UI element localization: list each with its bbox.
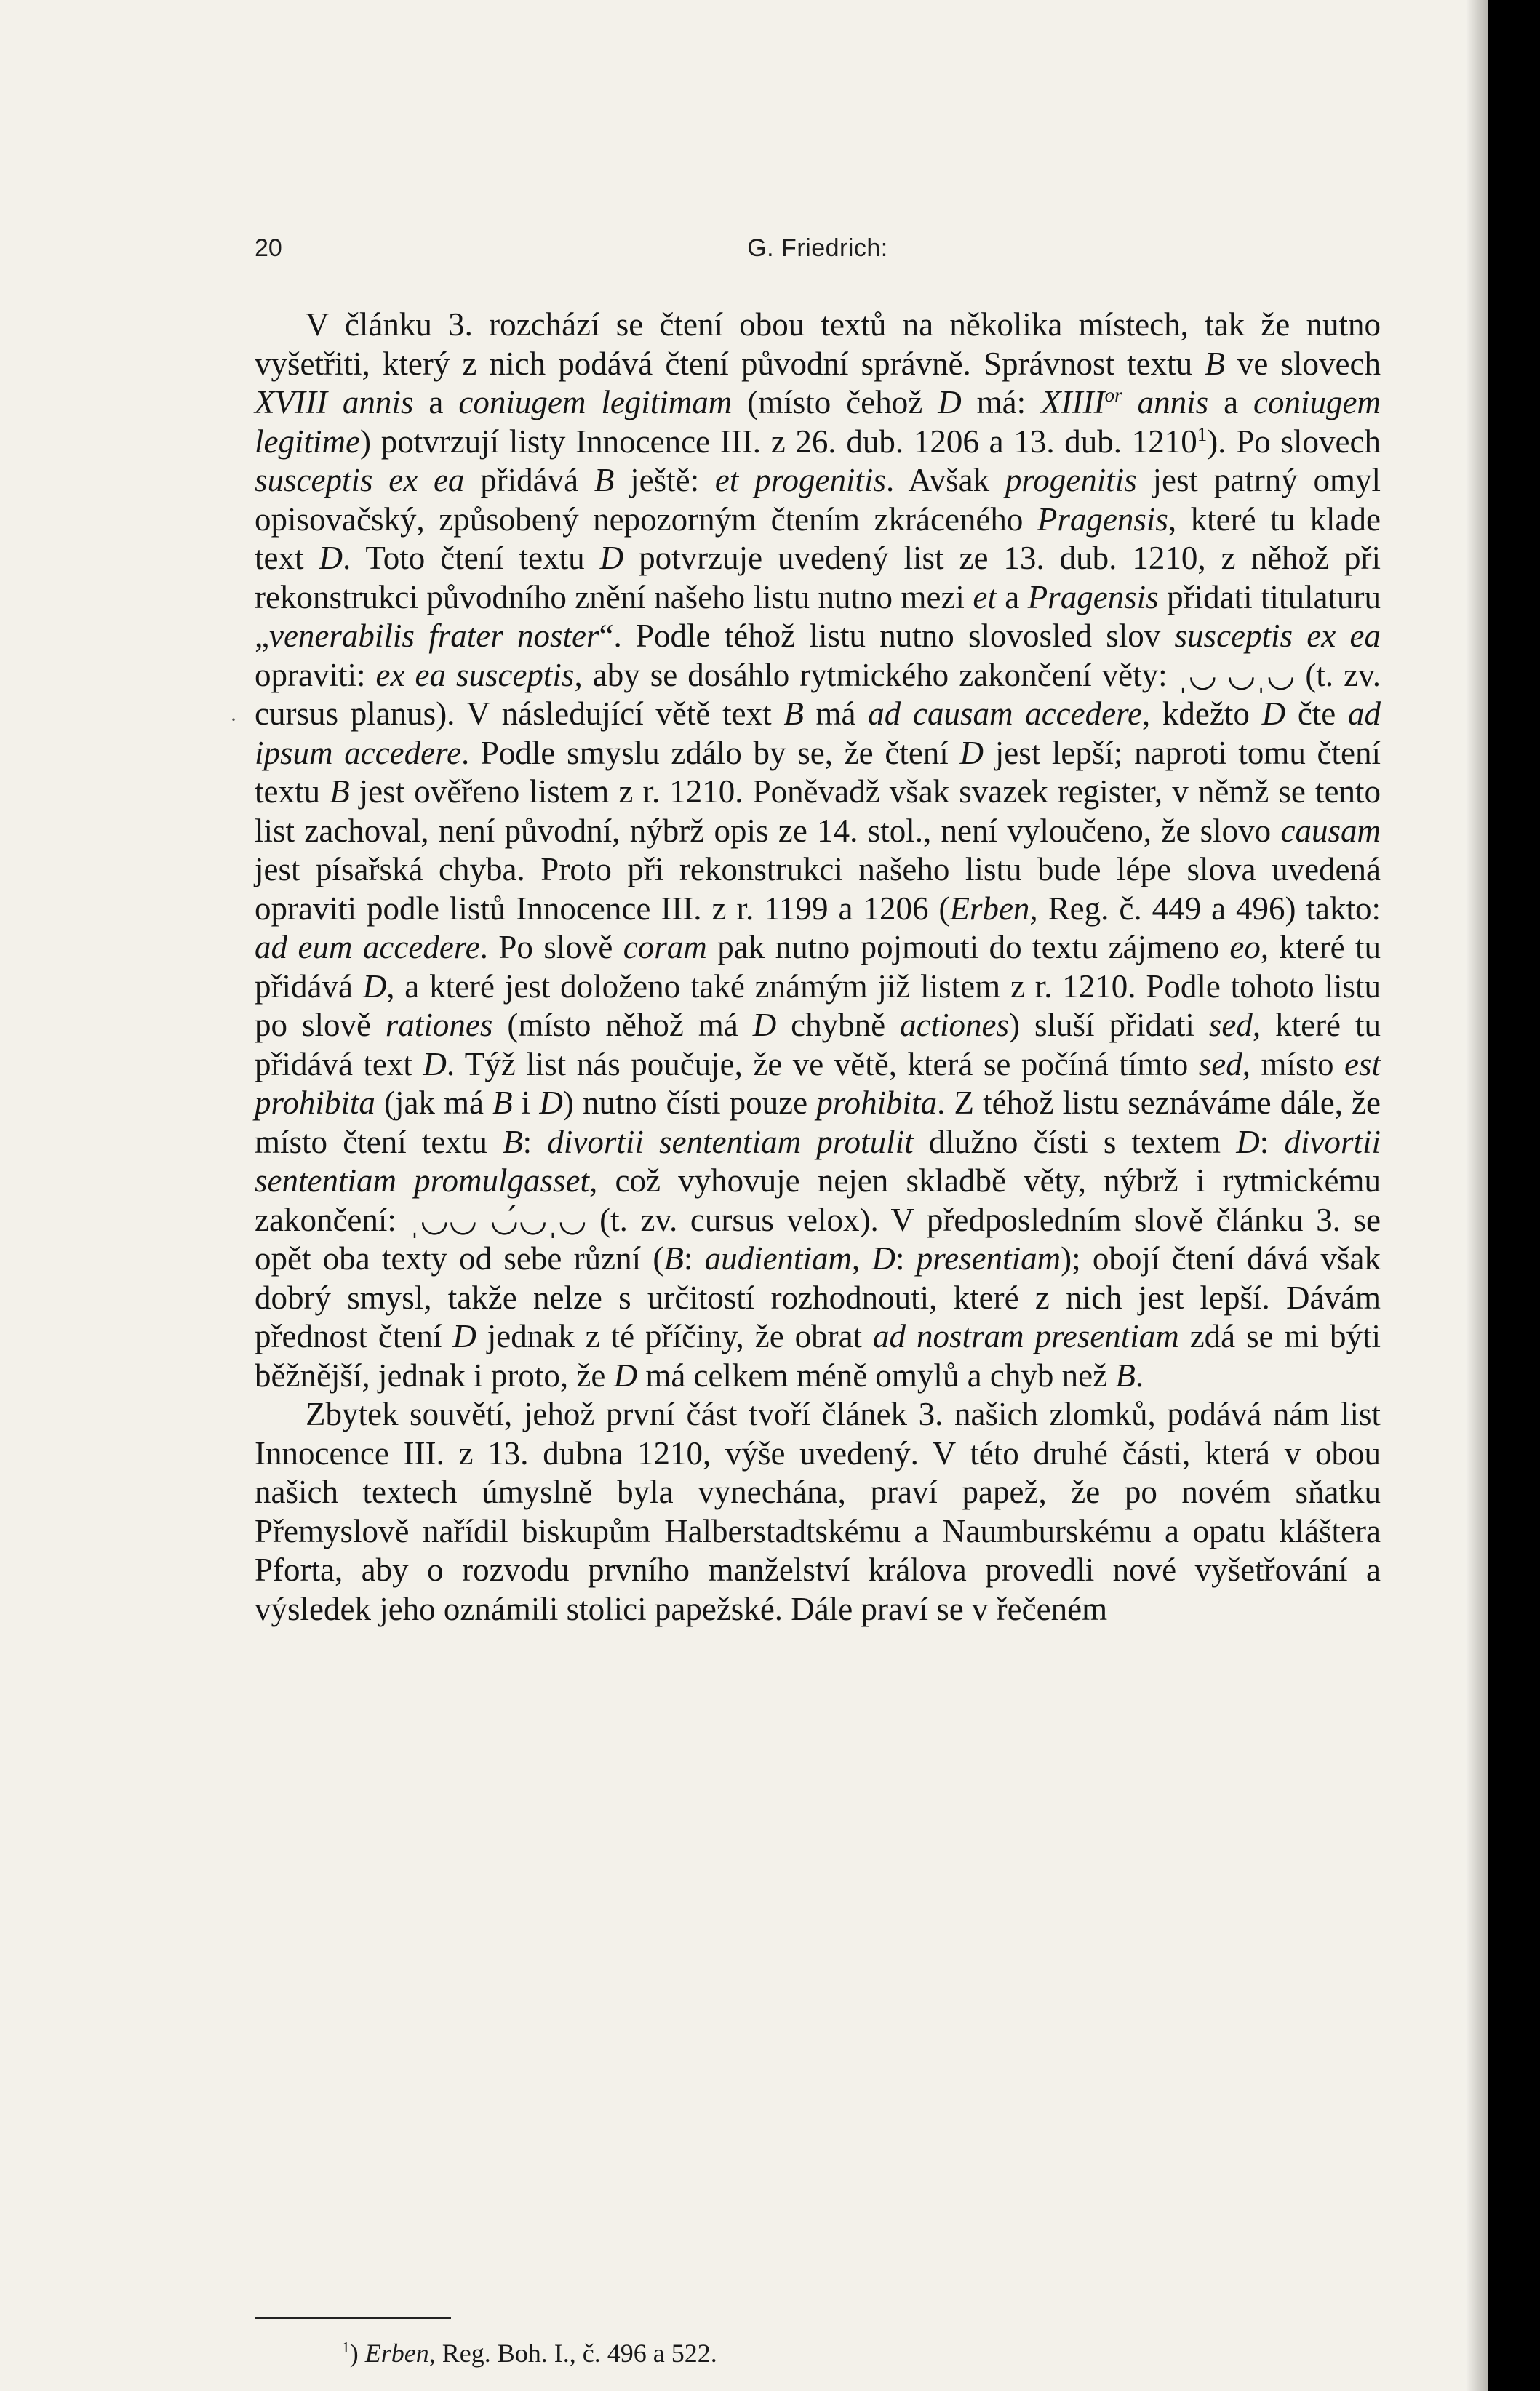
footnote-author: Erben bbox=[364, 2339, 429, 2368]
body-text bbox=[255, 306, 1381, 1629]
footnote-reference: 1 bbox=[1197, 423, 1208, 445]
page-edge-shadow bbox=[1466, 0, 1488, 2391]
rhythm-notation-planus: ˌ◡ ◡ˌ◡ bbox=[1177, 656, 1296, 693]
footnote-rule bbox=[255, 2317, 451, 2319]
paragraph-2: Zbytek souvětí, jehož první část tvoří článek 3. našich zlomků, podává nám list Innocence III. z 13. dubna 1210, výše uvedený. V této druhé části, která v obou našich textech úmyslně byla vynechána, praví papež, že po novém sňatku Přemyslově nařídil biskupům Halberstadtskému a Naumburskému a opatu kláštera Pforta, aby o rozvodu prvního manželství králova provedli nové vyšetřování a výsledek jeho oznámili stolici papežské. Dále praví se v řečeném bbox=[255, 1396, 1381, 1627]
running-head bbox=[255, 234, 1381, 269]
rhythm-notation-velox: ˌ◡◡ ◡́◡ˌ◡ bbox=[409, 1201, 587, 1238]
footnote: $^1$) Erben, Reg. Boh. I., č. 496 a 522. bbox=[342, 2339, 717, 2368]
running-head-title: G. Friedrich: bbox=[747, 234, 888, 262]
page-number: 20 bbox=[255, 234, 282, 262]
paragraph-1: V článku 3. rozchází se čtení obou textů na několika místech, tak že nutno vyšetřiti, který z nich podává čtení původní správně. Správnost textu B ve slovech XVIII annis a coniugem legitimam (místo čehož D má: $XIIII^{or}$ annis a coniugem legitime) potvrzují listy Innocence III. z 26. dub. 1206 a 13. dub. 1210$^1$). Po slovech susceptis ex ea přidává B ještě: et progenitis. Avšak progenitis jest patrný omyl opisovačský, způsobený nepozorným čtením zkráceného Pragensis, které tu klade text D. Toto čtení textu D potvrzuje uvedený list ze 13. dub. 1210, z něhož při rekonstrukci původního znění našeho listu nutno mezi et a Pragensis přidati titulaturu „venerabilis frater noster“. Podle téhož listu nutno slovosled slov susceptis ex ea opraviti: ex ea susceptis, aby se dosáhlo rytmického zakončení věty: ˌ◡ ◡ˌ◡ (t. zv. cursus planus). V následující větě text B má ad causam accedere, kdežto D čte ad ipsum accedere. Podle smyslu zdálo by se, že čtení D jest lepší; naproti tomu čtení textu B jest ověřeno listem z r. 1210. Poněvadž však svazek register, v němž se tento list zachoval, není původní, nýbrž opis ze 14. stol., není vyloučeno, že slovo causam jest písařská chyba. Proto při rekonstrukci našeho listu bude lépe slova uvedená opraviti podle listů Innocence III. z r. 1199 a 1206 (Erben, Reg. č. 449 a 496) takto: ad eum accedere. Po slově coram pak nutno pojmouti do textu zájmeno eo, které tu přidává D, a které jest doloženo také známým již listem z r. 1210. Podle tohoto listu po slově rationes (místo něhož má D chybně actiones) sluší přidati sed, které tu přidává text D. Týž list nás poučuje, že ve větě, která se počíná tímto sed, místo est prohibita (jak má B i D) nutno čísti pouze prohibita. Z téhož listu seznáváme dále, že místo čtení textu B: divortii sententiam protulit dlužno čísti s textem D: divortii sententiam promulgasset, což vyhovuje nejen skladbě věty, nýbrž i rytmickému zakončení: ˌ◡◡ ◡́◡ˌ◡ (t. zv. cursus velox). V předposledním slově článku 3. se opět oba texty od sebe různí (B: audientiam, D: presentiam); obojí čtení dává však dobrý smysl, takže nelze s určitostí rozhodnouti, které z nich jest lepší. Dávám přednost čtení D jednak z té příčiny, že obrat ad nostram presentiam zdá se mi býti běžnější, jednak i proto, že D má celkem méně omylů a chyb než B. bbox=[255, 306, 1381, 1394]
margin-dot: · bbox=[230, 708, 237, 732]
footnote-text: , Reg. Boh. I., č. 496 a 522. bbox=[428, 2339, 717, 2368]
footnote-marker: 1 bbox=[342, 2339, 350, 2356]
